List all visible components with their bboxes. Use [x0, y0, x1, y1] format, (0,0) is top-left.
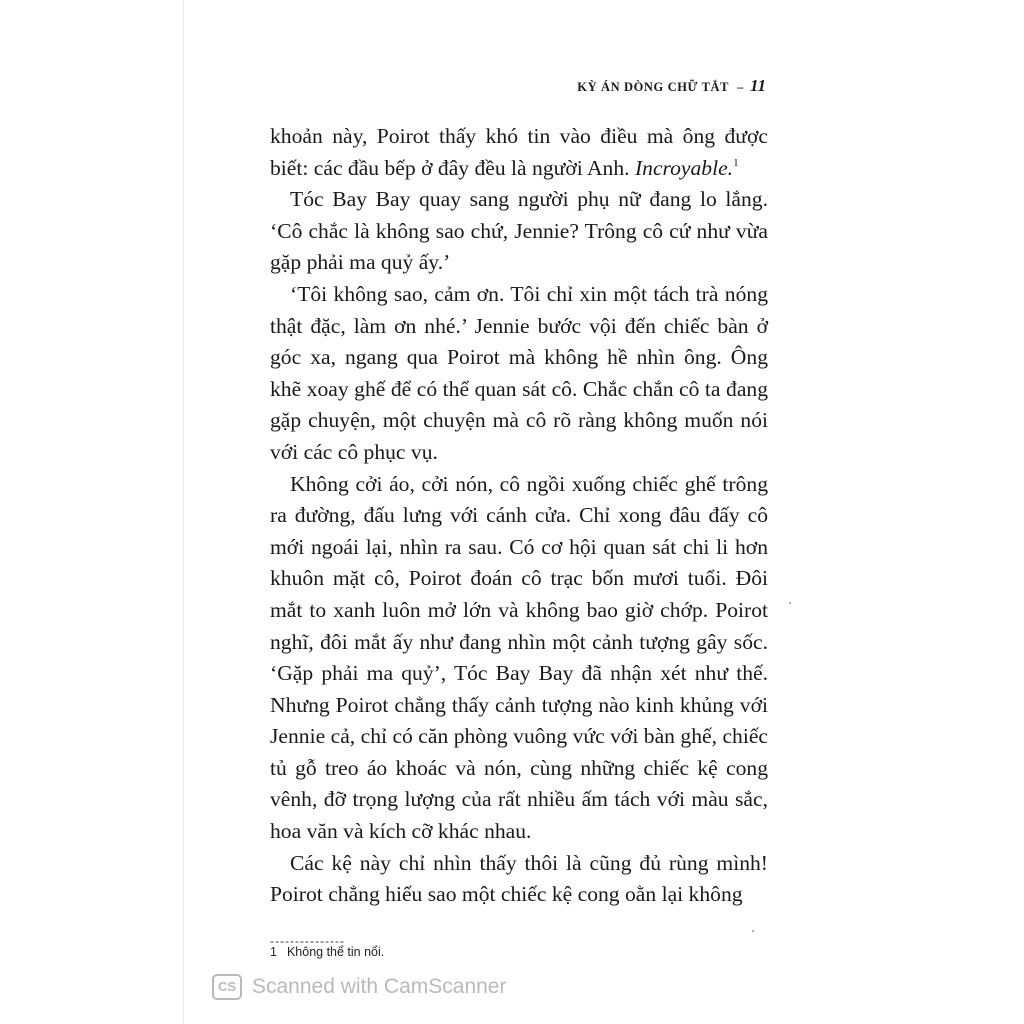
header-separator: – [737, 80, 744, 94]
paragraph-3: ‘Tôi không sao, cảm ơn. Tôi chỉ xin một tách trà nóng thật đặc, làm ơn nhé.’ Jennie bước vội đến chiếc bàn ở góc xa, ngang qua Poirot mà không hề nhìn ông. Ông khẽ xoay ghế để có thể quan sát cô. Chắc chắn cô ta đang gặp chuyện, một chuyện mà cô rõ ràng không muốn nói với các cô phục vụ. [270, 281, 768, 464]
italic-word: Incroyable. [634, 155, 734, 180]
scan-speck [789, 602, 791, 604]
body-text [270, 121, 768, 911]
footnote-marker[interactable]: 1 [733, 156, 739, 169]
footnote-number: 1 [270, 945, 277, 959]
paragraph-5: Các kệ này chỉ nhìn thấy thôi là cũng đủ rùng mình! Poirot chẳng hiểu sao một chiếc kệ cong oằn lại không [270, 850, 768, 907]
paragraph-text: khoản này, Poirot thấy khó tin vào điều mà ông được biết: các đầu bếp ở đây đều là người Anh. [270, 124, 768, 180]
camscanner-watermark [212, 974, 506, 1000]
paragraph-2: Tóc Bay Bay quay sang người phụ nữ đang lo lắng. ‘Cô chắc là không sao chứ, Jennie? Trông cô cứ như vừa gặp phải ma quỷ ấy.’ [270, 187, 768, 275]
paragraph-4: Không cởi áo, cởi nón, cô ngồi xuống chiếc ghế trông ra đường, đấu lưng với cánh cửa. Chỉ xong đâu đấy cô mới ngoái lại, nhìn ra sau. Có cơ hội quan sát chi li hơn khuôn mặt cô, Poirot đoán cô trạc bốn mươi tuổi. Đôi mắt to xanh luôn mở lớn và không bao giờ chớp. Poirot nghĩ, đôi mắt ấy như đang nhìn một cảnh tượng gây sốc. ‘Gặp phải ma quỷ’, Tóc Bay Bay đã nhận xét như thế. Nhưng Poirot chẳng thấy cảnh tượng nào kinh khủng với Jennie cả, chỉ có căn phòng vuông vức với bàn ghế, chiếc tủ gỗ treo áo khoác và nón, cùng những chiếc kệ cong vênh, đỡ trọng lượng của rất nhiều ấm tách với màu sắc, hoa văn và kích cỡ khác nhau. [270, 471, 768, 844]
page-number: 11 [749, 76, 766, 95]
footnote-rule: --------------- [270, 934, 345, 948]
running-title: KỲ ÁN DÒNG CHỮ TẮT [577, 80, 730, 94]
paragraph-1 [270, 121, 768, 184]
camscanner-logo-icon: CS [212, 974, 242, 1000]
scan-speck [752, 930, 754, 932]
watermark-text: Scanned with CamScanner [252, 975, 507, 998]
running-header [577, 76, 766, 96]
footnote [270, 945, 384, 959]
footnote-text: Không thể tin nổi. [286, 945, 385, 959]
page-edge-line [183, 0, 184, 1024]
